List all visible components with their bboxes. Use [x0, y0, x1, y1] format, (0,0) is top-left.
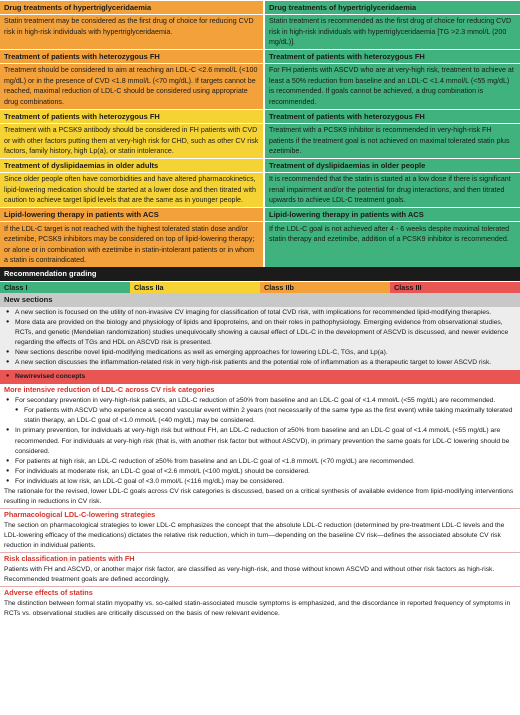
- intensive-item: ● For individuals at low risk, an LDL-C goal of <3.0 mmol/L (<116 mg/dL) may be considered.: [4, 477, 516, 487]
- intensive-reduction-list: [0, 396, 520, 486]
- intensive-rationale: The rationale for the revised, lower LDL-C goals across CV risk categories is discussed, based on a critical synthesis of available evidence from lipid-modifying interventions resulting in reductions in CV risk.: [4, 487, 514, 505]
- fh-risk-text: Patients with FH and ASCVD, or another major risk factor, are classified as very-high-risk, and those without known ASCVD and without other risk factors as high-risk. Recommended treatment goals are defined accordingly.: [4, 565, 495, 584]
- pharma-title: Pharmacological LDL-C-lowering strategies: [0, 508, 520, 521]
- comparison-header-row: [0, 1, 520, 15]
- comparison-header-row: [0, 50, 520, 64]
- grading-class-iia: Class IIa: [130, 282, 260, 293]
- new-section-item: ● A new section is focused on the utility of non-invasive CV imaging for classification of total CVD risk, with implications for recommended lipid-modifying therapies.: [4, 308, 516, 318]
- left-title: Treatment of dyslipidaemias in older adults: [0, 159, 264, 173]
- grading-legend: [0, 281, 520, 293]
- right-title: Drug treatments of hypertriglyceridaemia: [264, 1, 520, 15]
- intensive-item: ● In primary prevention, for individuals at very-high risk but without FH, an LDL-C reduction of ≥50% from baseline and an LDL-C goal of <1.4 mmol/L (<55 mg/dL) are recommended. For individuals at very-high risk (that is, with another risk factor but without ASCVD), in primary prevention the same goals for LDL-C lowering should be considered.: [4, 426, 516, 456]
- grading-class-iib: Class IIb: [260, 282, 390, 293]
- comparison-table: [0, 0, 520, 267]
- comparison-body-row: [0, 123, 520, 158]
- comparison-header-row: [0, 208, 520, 222]
- intensive-subitem: ● For patients with ASCVD who experience a second vascular event within 2 years (not necessarily of the same type as the first event) while taking maximally tolerated statin therapy, an LDL-C goal of <1.0 mmol/L (<40 mg/dL) may be considered.: [4, 406, 516, 426]
- grading-class-i: Class I: [0, 282, 130, 293]
- left-text: If the LDL-C target is not reached with the highest tolerated statin dose and/or ezetimibe, PCSK9 inhibitors may be considered on top of lipid-lowering therapy; or alone or in combination with ezetimibe in statin-intolerant patients or in whom a statin is contraindicated.: [0, 222, 264, 267]
- comparison-body-row: [0, 63, 520, 109]
- left-text: Since older people often have comorbidities and have altered pharmacokinetics, lipid-lowering medication should be started at a lower dose and then titrated with caution to achieve target lipid levels that are the same as in younger people.: [0, 172, 264, 207]
- intensive-item: ● For secondary prevention in very-high-risk patients, an LDL-C reduction of ≥50% from baseline and an LDL-C goal of <1.4 mmol/L (<55 mg/dL) are recommended.: [4, 396, 516, 406]
- new-section-item: ● New sections describe novel lipid-modifying medications as well as emerging approaches for lowering LDL-C, TGs, and Lp(a).: [4, 348, 516, 358]
- intensive-item: ● For patients at high risk, an LDL-C reduction of ≥50% from baseline and an LDL-C goal of <1.8 mmol/L (<70 mg/dL) are recommended.: [4, 457, 516, 467]
- comparison-body-row: [0, 172, 520, 207]
- left-text: Statin treatment may be considered as the first drug of choice for reducing CVD risk in high-risk individuals with hypertriglyceridaemia.: [0, 14, 264, 49]
- revised-concepts-label: ● New/revised concepts: [4, 372, 516, 382]
- right-text: If the LDL-C goal is not achieved after 4 - 6 weeks despite maximal tolerated statin therapy and ezetimibe, addition of a PCSK9 inhibitor is recommended.: [264, 222, 520, 267]
- new-sections-list: [4, 308, 516, 368]
- left-title: Lipid-lowering therapy in patients with ACS: [0, 208, 264, 222]
- right-text: Treatment with a PCSK9 inhibitor is recommended in very-high-risk FH patients if the treatment goal is not achieved on maximal tolerated statin plus ezetimibe.: [264, 123, 520, 158]
- right-title: Treatment of dyslipidaemias in older people: [264, 159, 520, 173]
- intensive-item: ● For individuals at moderate risk, an LDL-C goal of <2.6 mmol/L (<100 mg/dL) should be considered.: [4, 467, 516, 477]
- revised-concepts-body: [0, 384, 520, 620]
- revised-concepts-title: [0, 370, 520, 384]
- right-text: For FH patients with ASCVD who are at very-high risk, treatment to achieve at least a 50% reduction from baseline and an LDL-C <1.4 mmol/L (<55 mg/dL) is recommended. If goals cannot be achieved, a drug combination is recommended.: [264, 63, 520, 109]
- recommendation-grading-title: Recommendation grading: [0, 267, 520, 281]
- new-sections-body: [0, 307, 520, 370]
- left-title: Treatment of patients with heterozygous FH: [0, 109, 264, 123]
- intensive-reduction-title: More intensive reduction of LDL-C across CV risk categories: [4, 385, 215, 395]
- comparison-header-row: [0, 159, 520, 173]
- left-title: Drug treatments of hypertriglyceridaemia: [0, 1, 264, 15]
- comparison-body-row: [0, 14, 520, 49]
- left-text: Treatment with a PCSK9 antibody should be considered in FH patients with CVD or with other factors putting them at very-high risk for CHD, such as other CV risk factors, family history, high Lp(a), or statin intolerance.: [0, 123, 264, 158]
- adverse-effects-title: Adverse effects of statins: [0, 586, 520, 599]
- comparison-body-row: [0, 222, 520, 267]
- right-title: Treatment of patients with heterozygous FH: [264, 50, 520, 64]
- left-title: Treatment of patients with heterozygous FH: [0, 50, 264, 64]
- new-sections-title: New sections: [0, 293, 520, 307]
- right-title: Lipid-lowering therapy in patients with ACS: [264, 208, 520, 222]
- right-text: Statin treatment is recommended as the first drug of choice for reducing CVD risk in high-risk individuals with hypertriglyceridaemia [TG >2.3 mmol/L (200 mg/dL)].: [264, 14, 520, 49]
- comparison-header-row: [0, 109, 520, 123]
- adverse-effects-text: The distinction between formal statin myopathy vs. so-called statin-associated muscle symptoms is emphasized, and the discordance in reported frequency of symptoms in RCTs vs. observational studies are critically discussed on the basis of new relevant evidence.: [4, 600, 511, 618]
- new-section-item: ● A new section discusses the inflammation-related risk in very high-risk patients and the potential role of inflammation as a therapeutic target to lower ASCVD risk.: [4, 358, 516, 368]
- pharma-text: The section on pharmacological strategies to lower LDL-C emphasizes the concept that the absolute LDL-C reduction (determined by pre-treatment LDL-C levels and the LDL-lowering efficacy of the medications) dictates the relative risk reduction, which in turn—depending on the baseline CV risk—defines the associated absolute CV risk reduction in individual patients.: [4, 521, 505, 549]
- right-title: Treatment of patients with heterozygous FH: [264, 109, 520, 123]
- grading-class-iii: Class III: [390, 282, 520, 293]
- right-text: It is recommended that the statin is started at a low dose if there is significant renal impairment and/or the potential for drug interactions, and then titrated upwards to achieve LDL-C treatment goals.: [264, 172, 520, 207]
- left-text: Treatment should be considered to aim at reaching an LDL-C <2.6 mmol/L (<100 mg/dL) or in the presence of CVD <1.8 mmol/L (<70 mg/dL). If targets cannot be reached, maximal reduction of LDL-C should be considered using appropriate drug combinations.: [0, 63, 264, 109]
- new-section-item: ● More data are provided on the biology and physiology of lipids and lipoproteins, and on their roles in pathophysiology. Emerging evidence from observational studies, RCTs, and genetic (Mendelian randomization) studies unequivocally showing a causal effect of LDL-C in the development of ASCVD is discussed, and newer evidence regarding the effects of TGs and HDL on ASCVD risk is presented.: [4, 318, 516, 348]
- fh-risk-title: Risk classification in patients with FH: [0, 552, 520, 565]
